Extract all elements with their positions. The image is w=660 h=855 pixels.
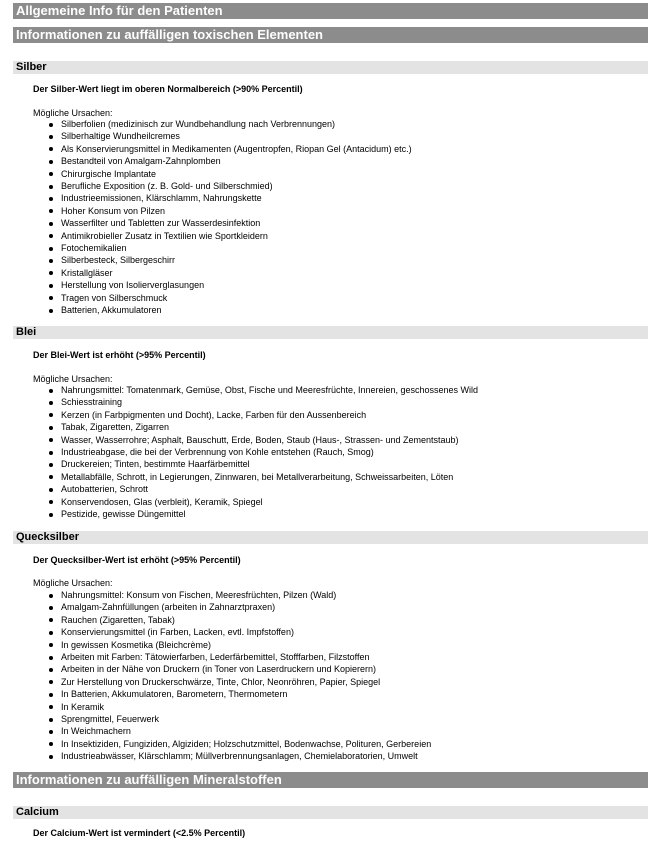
cause-item: Chirurgische Implantate bbox=[47, 168, 412, 180]
cause-item: Konservendosen, Glas (verbleit), Keramik, Spiegel bbox=[47, 496, 478, 508]
cause-item: Konservierungsmittel (in Farben, Lacken, evtl. Impfstoffen) bbox=[47, 626, 431, 638]
cause-item: In Batterien, Akkumulatoren, Barometern, Thermometern bbox=[47, 688, 431, 700]
finding-calcium: Der Calcium-Wert ist vermindert (<2.5% Percentil) bbox=[33, 828, 246, 838]
section-title-calcium: Calcium bbox=[13, 806, 648, 819]
cause-item: Wasserfilter und Tabletten zur Wasserdesinfektion bbox=[47, 217, 412, 229]
cause-list-lead bbox=[47, 384, 478, 520]
cause-item: Silberhaltige Wundheilcremes bbox=[47, 130, 412, 142]
section-title-silver: Silber bbox=[13, 61, 648, 74]
cause-item: Pestizide, gewisse Düngemittel bbox=[47, 508, 478, 520]
cause-item: Kristallgläser bbox=[47, 267, 412, 279]
cause-item: Rauchen (Zigaretten, Tabak) bbox=[47, 614, 431, 626]
cause-item: Metallabfälle, Schrott, in Legierungen, Zinnwaren, bei Metallverarbeitung, Schweissarbeiten, Löten bbox=[47, 471, 478, 483]
cause-item: Schiesstraining bbox=[47, 396, 478, 408]
cause-item: In Keramik bbox=[47, 701, 431, 713]
cause-item: Bestandteil von Amalgam-Zahnplomben bbox=[47, 155, 412, 167]
cause-item: Arbeiten in der Nähe von Druckern (in Toner von Laserdruckern und Kopierern) bbox=[47, 663, 431, 675]
finding-mercury: Der Quecksilber-Wert ist erhöht (>95% Percentil) bbox=[33, 555, 241, 565]
cause-item: Industrieabgase, die bei der Verbrennung von Kohle entstehen (Rauch, Smog) bbox=[47, 446, 478, 458]
finding-silver: Der Silber-Wert liegt im oberen Normalbereich (>90% Percentil) bbox=[33, 84, 303, 94]
cause-item: Silberbesteck, Silbergeschirr bbox=[47, 254, 412, 266]
cause-item: Nahrungsmittel: Konsum von Fischen, Meeresfrüchten, Pilzen (Wald) bbox=[47, 589, 431, 601]
finding-lead: Der Blei-Wert ist erhöht (>95% Percentil) bbox=[33, 350, 206, 360]
cause-label-mercury: Mögliche Ursachen: bbox=[33, 578, 113, 588]
section-title-mercury: Quecksilber bbox=[13, 531, 648, 544]
cause-item: In gewissen Kosmetika (Bleichcrème) bbox=[47, 639, 431, 651]
header-toxic-elements: Informationen zu auffälligen toxischen Elementen bbox=[13, 27, 648, 43]
cause-item: Autobatterien, Schrott bbox=[47, 483, 478, 495]
cause-item: In Weichmachern bbox=[47, 725, 431, 737]
header-minerals: Informationen zu auffälligen Mineralstoffen bbox=[13, 772, 648, 788]
cause-item: Nahrungsmittel: Tomatenmark, Gemüse, Obst, Fische und Meeresfrüchte, Innereien, geschossenes Wild bbox=[47, 384, 478, 396]
cause-list-silver bbox=[47, 118, 412, 317]
cause-item: Druckereien; Tinten, bestimmte Haarfärbemittel bbox=[47, 458, 478, 470]
cause-item: Wasser, Wasserrohre; Asphalt, Bauschutt, Erde, Boden, Staub (Haus-, Strassen- und Zementstaub) bbox=[47, 434, 478, 446]
cause-item: Amalgam-Zahnfüllungen (arbeiten in Zahnarztpraxen) bbox=[47, 601, 431, 613]
cause-item: Zur Herstellung von Druckerschwärze, Tinte, Chlor, Neonröhren, Papier, Spiegel bbox=[47, 676, 431, 688]
cause-item: Kerzen (in Farbpigmenten und Docht), Lacke, Farben für den Aussenbereich bbox=[47, 409, 478, 421]
cause-item: Berufliche Exposition (z. B. Gold- und Silberschmied) bbox=[47, 180, 412, 192]
header-general-info: Allgemeine Info für den Patienten bbox=[13, 3, 648, 19]
cause-item: Herstellung von Isolierverglasungen bbox=[47, 279, 412, 291]
cause-item: Tabak, Zigaretten, Zigarren bbox=[47, 421, 478, 433]
cause-item: Sprengmittel, Feuerwerk bbox=[47, 713, 431, 725]
cause-item: In Insektiziden, Fungiziden, Algiziden; Holzschutzmittel, Bodenwachse, Polituren, Gerbereien bbox=[47, 738, 431, 750]
cause-item: Arbeiten mit Farben: Tätowierfarben, Lederfärbemittel, Stofffarben, Filzstoffen bbox=[47, 651, 431, 663]
cause-item: Hoher Konsum von Pilzen bbox=[47, 205, 412, 217]
cause-list-mercury bbox=[47, 589, 431, 763]
cause-item: Tragen von Silberschmuck bbox=[47, 292, 412, 304]
cause-label-silver: Mögliche Ursachen: bbox=[33, 108, 113, 118]
cause-item: Silberfolien (medizinisch zur Wundbehandlung nach Verbrennungen) bbox=[47, 118, 412, 130]
cause-item: Als Konservierungsmittel in Medikamenten (Augentropfen, Riopan Gel (Antacidum) etc.) bbox=[47, 143, 412, 155]
cause-item: Antimikrobieller Zusatz in Textilien wie Sportkleidern bbox=[47, 230, 412, 242]
cause-item: Fotochemikalien bbox=[47, 242, 412, 254]
cause-item: Industrieemissionen, Klärschlamm, Nahrungskette bbox=[47, 192, 412, 204]
cause-item: Industrieabwässer, Klärschlamm; Müllverbrennungsanlagen, Chemielaboratorien, Umwelt bbox=[47, 750, 431, 762]
section-title-lead: Blei bbox=[13, 326, 648, 339]
cause-label-lead: Mögliche Ursachen: bbox=[33, 374, 113, 384]
cause-item: Batterien, Akkumulatoren bbox=[47, 304, 412, 316]
